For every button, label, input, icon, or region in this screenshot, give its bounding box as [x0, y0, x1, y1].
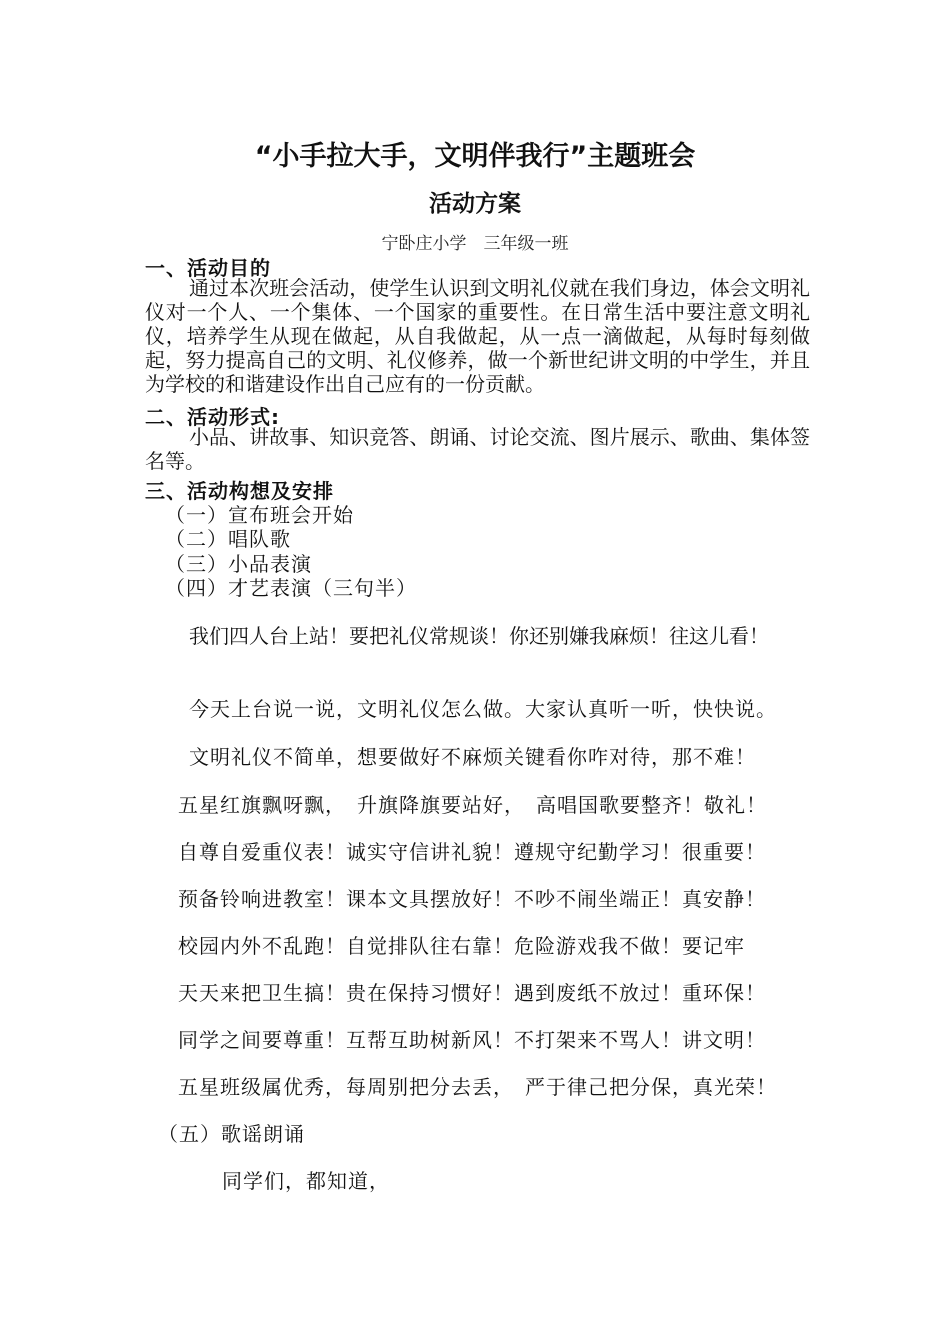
performance-verse: 同学之间要尊重！互帮互助树新风！不打架来不骂人！讲文明！: [178, 1028, 766, 1052]
section-heading-purpose: 一、活动目的: [145, 256, 271, 280]
performance-verse: 自尊自爱重仪表！诚实守信讲礼貌！遵规守纪勤学习！很重要！: [178, 840, 766, 864]
document-title: “小手拉大手，文明伴我行”主题班会: [254, 141, 696, 172]
plan-step: （三）小品表演: [165, 552, 312, 576]
performance-intro-line: 我们四人台上站！要把礼仪常规谈！你还别嫌我麻烦！往这儿看！: [189, 624, 769, 648]
plan-step: （二）唱队歌: [165, 527, 291, 551]
performance-intro-line: 今天上台说一说，文明礼仪怎么做。大家认真听一听，快快说。: [189, 697, 777, 721]
plan-step: （四）才艺表演（三句半）: [165, 576, 417, 600]
section-body-format: 小品、讲故事、知识竞答、朗诵、讨论交流、图片展示、歌曲、集体签名等。: [145, 425, 810, 473]
section-heading-format: 二、活动形式:: [145, 405, 280, 429]
document-byline: 宁卧庄小学 三年级一班: [381, 234, 569, 254]
section-heading-recitation: （五）歌谣朗诵: [158, 1122, 305, 1146]
performance-intro-line: 文明礼仪不简单，想要做好不麻烦关键看你咋对待，那不难！: [189, 745, 756, 769]
performance-verse: 天天来把卫生搞！贵在保持习惯好！遇到废纸不放过！重环保！: [178, 981, 766, 1005]
performance-verse: 五星班级属优秀，每周别把分去丢， 严于律己把分保，真光荣！: [178, 1075, 777, 1099]
section-body-purpose: 通过本次班会活动，使学生认识到文明礼仪就在我们身边，体会文明礼仪对一个人、一个集体、一个国家的重要性。在日常生活中要注意文明礼仪，培养学生从现在做起，从自我做起，从一点一滴做起，从每时每刻做起，努力提高自己的文明、礼仪修养，做一个新世纪讲文明的中学生，并且为学校的和谐建设作出自己应有的一份贡献。: [145, 276, 810, 396]
section-heading-plan: 三、活动构想及安排: [145, 479, 334, 503]
performance-verse: 五星红旗飘呀飘， 升旗降旗要站好， 高唱国歌要整齐！敬礼！: [178, 793, 767, 817]
performance-verse: 校园内外不乱跑！自觉排队往右靠！危险游戏我不做！要记牢: [178, 934, 745, 958]
recitation-line: 同学们，都知道，: [222, 1169, 390, 1193]
document-subtitle: 活动方案: [429, 191, 521, 217]
performance-verse: 预备铃响进教室！课本文具摆放好！不吵不闹坐端正！真安静！: [178, 887, 766, 911]
plan-step: （一）宣布班会开始: [165, 503, 354, 527]
